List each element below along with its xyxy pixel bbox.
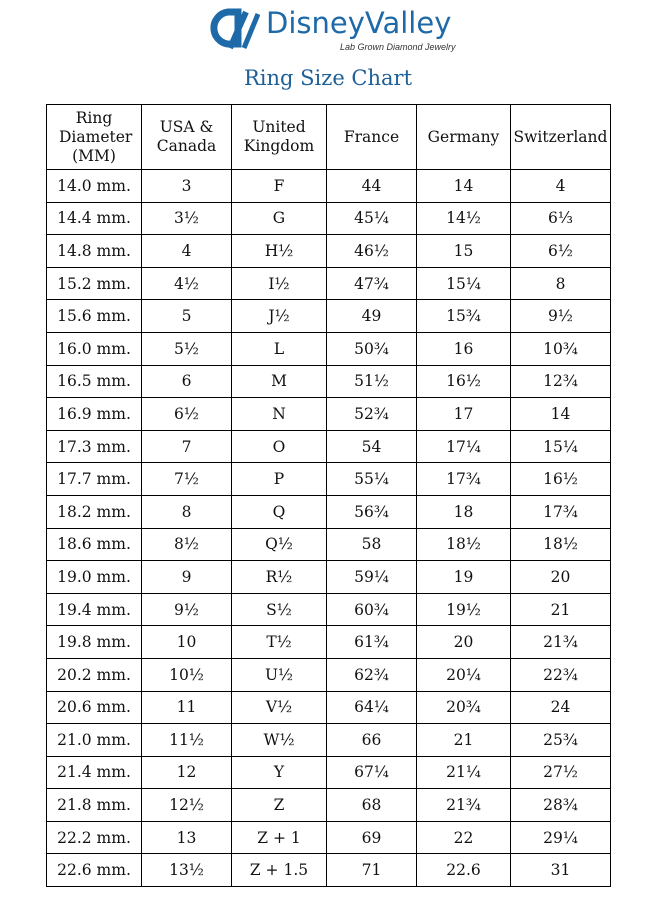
cell-switzerland: 24 xyxy=(511,691,611,724)
cell-france: 51½ xyxy=(327,365,417,398)
cell-usa-canada: 6 xyxy=(142,365,232,398)
cell-diameter: 14.8 mm. xyxy=(47,235,142,268)
cell-france: 44 xyxy=(327,170,417,203)
cell-switzerland: 15¼ xyxy=(511,430,611,463)
header-germany: Germany xyxy=(417,105,511,170)
cell-diameter: 19.4 mm. xyxy=(47,593,142,626)
cell-france: 67¼ xyxy=(327,756,417,789)
cell-diameter: 20.6 mm. xyxy=(47,691,142,724)
table-row xyxy=(47,202,611,235)
cell-uk: L xyxy=(232,332,327,365)
cell-uk: Z + 1 xyxy=(232,821,327,854)
cell-uk: Q½ xyxy=(232,528,327,561)
cell-usa-canada: 4 xyxy=(142,235,232,268)
page-title: Ring Size Chart xyxy=(243,66,413,90)
cell-usa-canada: 5½ xyxy=(142,332,232,365)
cell-uk: T½ xyxy=(232,626,327,659)
cell-diameter: 16.5 mm. xyxy=(47,365,142,398)
cell-uk: R½ xyxy=(232,561,327,594)
cell-uk: I½ xyxy=(232,267,327,300)
cell-germany: 22 xyxy=(417,821,511,854)
cell-switzerland: 9½ xyxy=(511,300,611,333)
cell-germany: 17 xyxy=(417,398,511,431)
cell-switzerland: 20 xyxy=(511,561,611,594)
cell-switzerland: 6½ xyxy=(511,235,611,268)
cell-germany: 20¾ xyxy=(417,691,511,724)
cell-diameter: 16.0 mm. xyxy=(47,332,142,365)
cell-uk: G xyxy=(232,202,327,235)
cell-france: 50¾ xyxy=(327,332,417,365)
header-united-kingdom: United Kingdom xyxy=(232,105,327,170)
cell-france: 66 xyxy=(327,724,417,757)
cell-germany: 17¼ xyxy=(417,430,511,463)
cell-switzerland: 17¾ xyxy=(511,495,611,528)
cell-diameter: 17.3 mm. xyxy=(47,430,142,463)
cell-switzerland: 8 xyxy=(511,267,611,300)
cell-france: 58 xyxy=(327,528,417,561)
table-row xyxy=(47,528,611,561)
cell-france: 46½ xyxy=(327,235,417,268)
cell-france: 47¾ xyxy=(327,267,417,300)
brand-tagline: Lab Grown Diamond Jewelry xyxy=(340,42,456,52)
cell-uk: V½ xyxy=(232,691,327,724)
cell-usa-canada: 6½ xyxy=(142,398,232,431)
table-header-row xyxy=(47,105,611,170)
cell-france: 54 xyxy=(327,430,417,463)
header-switzerland: Switzerland xyxy=(511,105,611,170)
table-row xyxy=(47,593,611,626)
cell-usa-canada: 10½ xyxy=(142,658,232,691)
cell-germany: 16½ xyxy=(417,365,511,398)
cell-germany: 15 xyxy=(417,235,511,268)
cell-switzerland: 21¾ xyxy=(511,626,611,659)
cell-diameter: 18.6 mm. xyxy=(47,528,142,561)
brand-name: DisneyValley xyxy=(266,6,452,40)
cell-switzerland: 27½ xyxy=(511,756,611,789)
header-usa-canada: USA & Canada xyxy=(142,105,232,170)
cell-switzerland: 28¾ xyxy=(511,789,611,822)
cell-uk: J½ xyxy=(232,300,327,333)
cell-uk: Z xyxy=(232,789,327,822)
cell-uk: N xyxy=(232,398,327,431)
cell-diameter: 17.7 mm. xyxy=(47,463,142,496)
table-row xyxy=(47,398,611,431)
header-france: France xyxy=(327,105,417,170)
cell-germany: 18 xyxy=(417,495,511,528)
cell-switzerland: 29¼ xyxy=(511,821,611,854)
cell-usa-canada: 9 xyxy=(142,561,232,594)
table-body xyxy=(47,170,611,887)
cell-germany: 19 xyxy=(417,561,511,594)
table-row xyxy=(47,170,611,203)
cell-diameter: 19.8 mm. xyxy=(47,626,142,659)
cell-diameter: 15.6 mm. xyxy=(47,300,142,333)
cell-switzerland: 14 xyxy=(511,398,611,431)
table-row xyxy=(47,854,611,887)
cell-usa-canada: 12½ xyxy=(142,789,232,822)
cell-usa-canada: 8½ xyxy=(142,528,232,561)
cell-switzerland: 18½ xyxy=(511,528,611,561)
cell-usa-canada: 3 xyxy=(142,170,232,203)
cell-france: 68 xyxy=(327,789,417,822)
cell-france: 45¼ xyxy=(327,202,417,235)
cell-uk: P xyxy=(232,463,327,496)
cell-france: 60¾ xyxy=(327,593,417,626)
cell-uk: H½ xyxy=(232,235,327,268)
cell-germany: 20 xyxy=(417,626,511,659)
cell-germany: 16 xyxy=(417,332,511,365)
table-row xyxy=(47,463,611,496)
cell-uk: Q xyxy=(232,495,327,528)
cell-germany: 21¾ xyxy=(417,789,511,822)
cell-diameter: 15.2 mm. xyxy=(47,267,142,300)
cell-uk: O xyxy=(232,430,327,463)
cell-france: 61¾ xyxy=(327,626,417,659)
cell-france: 49 xyxy=(327,300,417,333)
cell-switzerland: 16½ xyxy=(511,463,611,496)
ring-size-table xyxy=(46,104,611,887)
table-row xyxy=(47,626,611,659)
cell-usa-canada: 12 xyxy=(142,756,232,789)
cell-switzerland: 4 xyxy=(511,170,611,203)
cell-usa-canada: 10 xyxy=(142,626,232,659)
cell-usa-canada: 13 xyxy=(142,821,232,854)
cell-france: 56¾ xyxy=(327,495,417,528)
cell-uk: S½ xyxy=(232,593,327,626)
cell-switzerland: 6⅓ xyxy=(511,202,611,235)
cell-france: 52¾ xyxy=(327,398,417,431)
cell-france: 55¼ xyxy=(327,463,417,496)
cell-usa-canada: 11½ xyxy=(142,724,232,757)
table-row xyxy=(47,561,611,594)
cell-diameter: 19.0 mm. xyxy=(47,561,142,594)
cell-diameter: 14.0 mm. xyxy=(47,170,142,203)
table-row xyxy=(47,430,611,463)
cell-diameter: 22.6 mm. xyxy=(47,854,142,887)
cell-usa-canada: 3½ xyxy=(142,202,232,235)
cell-switzerland: 31 xyxy=(511,854,611,887)
cell-usa-canada: 13½ xyxy=(142,854,232,887)
cell-uk: U½ xyxy=(232,658,327,691)
cell-diameter: 22.2 mm. xyxy=(47,821,142,854)
cell-uk: Y xyxy=(232,756,327,789)
cell-usa-canada: 4½ xyxy=(142,267,232,300)
table-row xyxy=(47,235,611,268)
cell-diameter: 16.9 mm. xyxy=(47,398,142,431)
cell-diameter: 21.8 mm. xyxy=(47,789,142,822)
cell-germany: 15¾ xyxy=(417,300,511,333)
brand-logo xyxy=(208,6,458,58)
cell-germany: 21 xyxy=(417,724,511,757)
cell-diameter: 20.2 mm. xyxy=(47,658,142,691)
header-ring-diameter: Ring Diameter (MM) xyxy=(47,105,142,170)
cell-france: 64¼ xyxy=(327,691,417,724)
cell-germany: 14 xyxy=(417,170,511,203)
dv-logo-icon xyxy=(208,8,260,52)
table-row xyxy=(47,300,611,333)
table-row xyxy=(47,365,611,398)
table-row xyxy=(47,658,611,691)
table-row xyxy=(47,495,611,528)
cell-france: 69 xyxy=(327,821,417,854)
table-row xyxy=(47,789,611,822)
cell-switzerland: 21 xyxy=(511,593,611,626)
cell-usa-canada: 5 xyxy=(142,300,232,333)
cell-germany: 21¼ xyxy=(417,756,511,789)
cell-switzerland: 22¾ xyxy=(511,658,611,691)
cell-germany: 18½ xyxy=(417,528,511,561)
cell-diameter: 18.2 mm. xyxy=(47,495,142,528)
cell-germany: 14½ xyxy=(417,202,511,235)
cell-diameter: 14.4 mm. xyxy=(47,202,142,235)
cell-switzerland: 12¾ xyxy=(511,365,611,398)
cell-france: 62¾ xyxy=(327,658,417,691)
cell-switzerland: 10¾ xyxy=(511,332,611,365)
table-row xyxy=(47,756,611,789)
cell-usa-canada: 8 xyxy=(142,495,232,528)
cell-usa-canada: 11 xyxy=(142,691,232,724)
cell-germany: 15¼ xyxy=(417,267,511,300)
table-row xyxy=(47,821,611,854)
cell-diameter: 21.0 mm. xyxy=(47,724,142,757)
cell-usa-canada: 7 xyxy=(142,430,232,463)
cell-uk: Z + 1.5 xyxy=(232,854,327,887)
cell-diameter: 21.4 mm. xyxy=(47,756,142,789)
cell-uk: M xyxy=(232,365,327,398)
cell-usa-canada: 7½ xyxy=(142,463,232,496)
cell-switzerland: 25¾ xyxy=(511,724,611,757)
cell-uk: W½ xyxy=(232,724,327,757)
table-row xyxy=(47,332,611,365)
cell-usa-canada: 9½ xyxy=(142,593,232,626)
cell-france: 71 xyxy=(327,854,417,887)
cell-uk: F xyxy=(232,170,327,203)
cell-germany: 20¼ xyxy=(417,658,511,691)
table-row xyxy=(47,267,611,300)
cell-germany: 22.6 xyxy=(417,854,511,887)
table-row xyxy=(47,691,611,724)
cell-germany: 17¾ xyxy=(417,463,511,496)
cell-france: 59¼ xyxy=(327,561,417,594)
table-row xyxy=(47,724,611,757)
cell-germany: 19½ xyxy=(417,593,511,626)
